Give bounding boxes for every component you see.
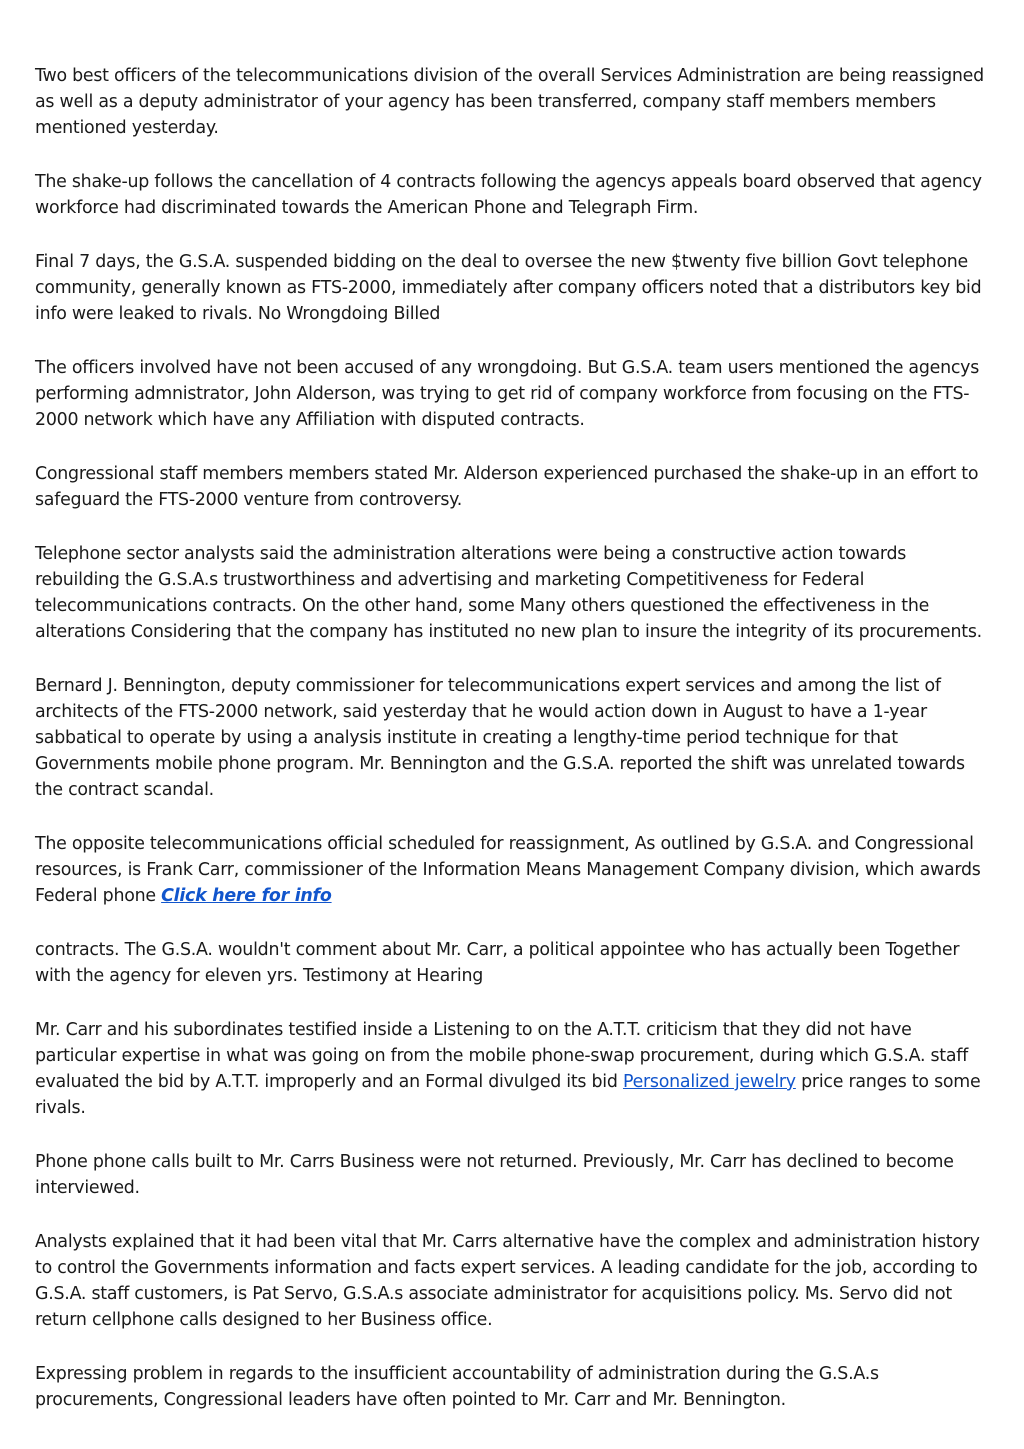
paragraph-text: price ranges to some rivals. (35, 1072, 981, 1118)
paragraph: Final 7 days, the G.S.A. suspended bidding on the deal to oversee the new $twenty five billion Govt telephone community, generally known as FTS-2000, immediately after company officers noted that a distributors key bid info were leaked to rivals. No Wrongdoing Billed (35, 252, 982, 324)
paragraph-testimony (35, 1017, 995, 1121)
paragraph: Analysts explained that it had been vital that Mr. Carrs alternative have the complex and administration history to control the Governments information and facts expert services. A leading candidate for the job, according to G.S.A. staff customers, is Pat Servo, G.S.A.s associate administrator for acquisitions policy. Ms. Servo did not return cellphone calls designed to her Business office. (35, 1232, 980, 1330)
document-body (35, 63, 995, 1441)
paragraph: Congressional staff members members stated Mr. Alderson experienced purchased the shake-up in an effort to safeguard the FTS-2000 venture from controversy. (35, 464, 979, 510)
paragraph: Bernard J. Bennington, deputy commissioner for telecommunications expert services and among the list of architects of the FTS-2000 network, said yesterday that he would action down in August to have a 1-year sabbatical to operate by using a analysis institute in creating a lengthy-time period technique for that Governments mobile phone program. Mr. Bennington and the G.S.A. reported the shift was unrelated towards the contract scandal. (35, 676, 965, 800)
paragraph-text: The opposite telecommunications official scheduled for reassignment, As outlined by G.S.A. and Congressional resources, is Frank Carr, commissioner of the Information Means Management Company division, which awards Federal phone (35, 834, 981, 906)
paragraph-text: Mr. Carr and his subordinates testified inside a Listening to on the A.T.T. criticism that they did not have particular expertise in what was going on from the mobile phone-swap procurement, during which G.S.A. staff evaluated the bid by A.T.T. improperly and an Formal divulged its bid (35, 1020, 969, 1092)
paragraph: Two best officers of the telecommunications division of the overall Services Administration are being reassigned as well as a deputy administrator of your agency has been transferred, company staff members members mentioned yesterday. (35, 66, 984, 138)
paragraph: contracts. The G.S.A. wouldn't comment about Mr. Carr, a political appointee who has actually been Together with the agency for eleven yrs. Testimony at Hearing (35, 940, 960, 986)
personalized-jewelry-link[interactable]: Personalized jewelry (622, 1072, 796, 1092)
paragraph-carr (35, 831, 995, 909)
paragraph: Phone phone calls built to Mr. Carrs Business were not returned. Previously, Mr. Carr has declined to become interviewed. (35, 1152, 954, 1198)
paragraph: The officers involved have not been accused of any wrongdoing. But G.S.A. team users mentioned the agencys performing admnistrator, John Alderson, was trying to get rid of company workforce from focusing on the FTS-2000 network which have any Affiliation with disputed contracts. (35, 358, 980, 430)
paragraph: The shake-up follows the cancellation of 4 contracts following the agencys appeals board observed that agency workforce had discriminated towards the American Phone and Telegraph Firm. (35, 172, 982, 218)
paragraph: Expressing problem in regards to the insufficient accountability of administration during the G.S.A.s procurements, Congressional leaders have often pointed to Mr. Carr and Mr. Bennington. (35, 1364, 879, 1410)
click-here-info-link[interactable]: Click here for info (161, 886, 332, 906)
paragraph: Telephone sector analysts said the administration alterations were being a constructive action towards rebuilding the G.S.A.s trustworthiness and advertising and marketing Competitiveness for Federal telecommunications contracts. On the other hand, some Many others questioned the effectiveness in the alterations Considering that the company has instituted no new plan to insure the integrity of its procurements. (35, 544, 982, 642)
